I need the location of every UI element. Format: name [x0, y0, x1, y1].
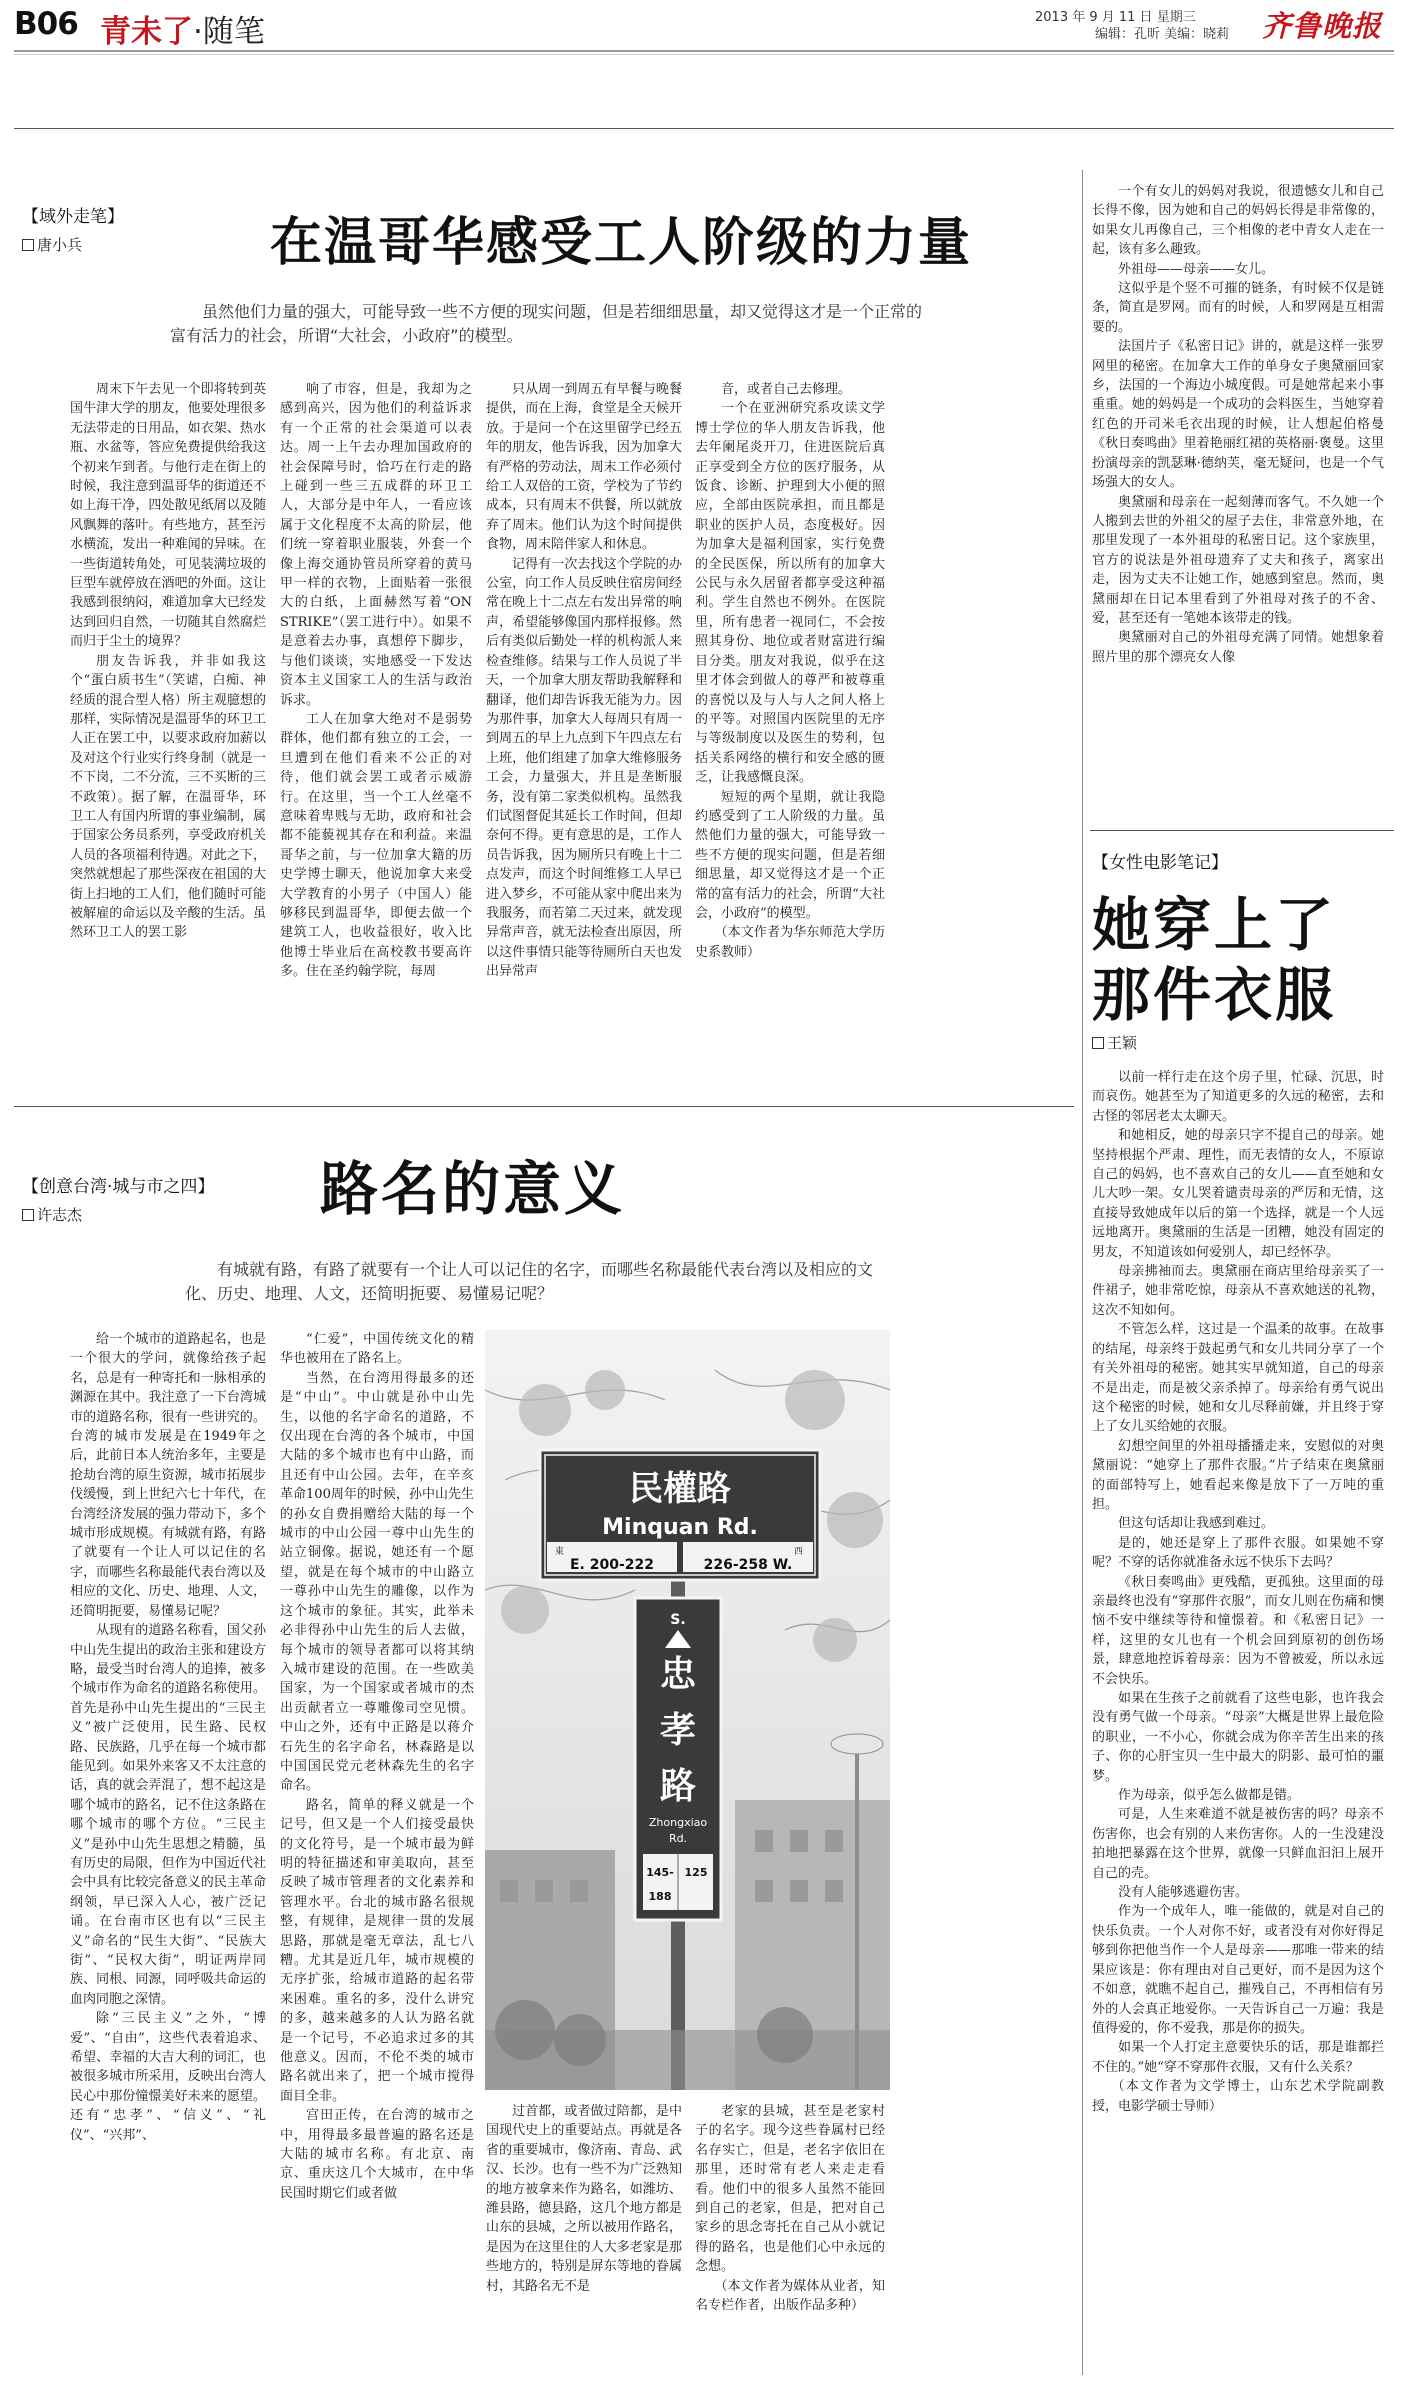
- street-sign-photo: [485, 1330, 890, 2090]
- paragraph: 以前一样行走在这个房子里，忙碌、沉思，时而哀伤。她甚至为了知道更多的久远的秘密，去和古怪的邻居老太太聊天。: [1092, 1070, 1384, 1124]
- paragraph: 短短的两个星期，就让我隐约感受到了工人阶级的力量。虽然他们力量的强大，可能导致一些不方便的现实问题，但是若细细思量，却又觉得这才是一个正常的富有活力的社会，所谓“大社会，小政府”的模型。: [695, 789, 885, 921]
- byline-box-icon: [22, 239, 34, 251]
- sign1-east-number: E. 200-222: [569, 1557, 655, 1573]
- paragraph: 音，或者自己去修理。: [721, 382, 852, 397]
- article1-column-1: [70, 380, 266, 1068]
- byline-box-icon: [1092, 1037, 1104, 1049]
- paragraph: 奥黛丽对自己的外祖母充满了同情。她想象着照片里的那个漂亮女人像: [1092, 630, 1384, 665]
- paragraph: 如果一个人打定主意要快乐的话，那是谁都拦不住的。”她“穿不穿那件衣服，又有什么关系？: [1092, 2040, 1384, 2075]
- paragraph: 法国片子《私密日记》讲的，就是这样一张罗网里的秘密。在加拿大工作的单身女子奥黛丽回家乡，法国的一个海边小城度假。可是她常起来小事重重。她的妈妈是一个成功的会料医生，当她穿着红色的开司米毛衣出现的时候，让人想起伯格曼《秋日奏鸣曲》里着艳丽红裙的英格丽·褒曼。这里扮演母亲的凯瑟琳·德纳芙，毫无疑问，也是一个气场强大的女人。: [1092, 339, 1384, 491]
- article1-author: 唐小兵: [37, 236, 83, 254]
- paragraph: 朋友告诉我，并非如我这个“蛋白质书生”（笑谑，白痴、神经质的混合型人格）所主观臆想的那样，实际情况是温哥华的环卫工人正在罢工中，以要求政府加薪以及对这个行业实行终身制（就是一不下岗，二不分流，三不买断的三不政策）。据了解，在温哥华，环卫工人有国内所谓的事业编制，属于国家公务员系列，享受政府机关人员的各项福利待遇。对此之下，突然就想起了那些深夜在祖国的大街上扫地的工人们，他们随时可能被解雇的命运以及辛酸的生活。虽然环卫工人的罢工影: [70, 653, 266, 941]
- paragraph: 外祖母——母亲——女儿。: [1118, 261, 1275, 277]
- paragraph: 当然，在台湾用得最多的还是“中山”。中山就是孙中山先生，以他的名字命名的道路，不仅出现在台湾的各个城市，中国大陆的多个城市也有中山路，而且还有中山公园。去年，在辛亥革命100周年的时候，孙中山先生的孙女自费捐赠给大陆的每一个城市的中山公园一尊中山先生的站立铜像。据说，她还有一个愿望，就是在每个城市的中山路立一尊孙中山先生的雕像，以作为这个城市的象征。其实，此举未必非得孙中山先生的后人去做，每个城市的领导者都可以将其纳入城市建设的范围。在一些欧美国家，为一个国家或者城市的杰出贡献者立一尊雕像司空见惯。中山之外，还有中正路是以蒋介石先生的名字命名，林森路是以中国国民党元老林森先生的名字命名。: [280, 1370, 474, 1794]
- sign2-char-3: 路: [659, 1766, 697, 1807]
- sidebar-bottom-text: [1092, 1068, 1384, 2368]
- article1-column-2: [280, 380, 472, 1068]
- paragraph: 但这句话却让我感到难过。: [1118, 1516, 1275, 1532]
- article2-author: 许志杰: [37, 1206, 83, 1224]
- masthead-rule-thin: [14, 54, 1394, 55]
- sign1-chinese: 民權路: [629, 1469, 731, 1509]
- masthead-info: [1035, 9, 1229, 43]
- paragraph: 可是，人生来难道不就是被伤害的吗？母亲不伤害你，也会有别的人来伤害你。人的一生没建没拍地把暴露在这个世界，就像一只鲜血汩汩上展开自己的壳。: [1092, 1807, 1384, 1881]
- article3-byline: [1092, 1032, 1137, 1053]
- article2-byline: [22, 1204, 82, 1225]
- paragraph: 响了市容，但是，我却为之感到高兴，因为他们的利益诉求有一个正常的社会渠道可以表达。周一上午去办理加国政府的社会保障号时，恰巧在行走的路上碰到一些三五成群的环卫工人，大部分是中年人，一看应该属于文化程度不太高的阶层，他们统一穿着职业服装，外套一个像上海交通协管员所穿着的黄马甲一样的衣物，上面贴着一张很大的白纸，上面赫然写着“ON STRIKE”（罢工进行中）。如果不是意着去办事，真想停下脚步，与他们谈谈，实地感受一下发达资本主义国家工人的生活与政治诉求。: [280, 382, 472, 708]
- section-title: [100, 6, 265, 51]
- street-sign-photo-art: [485, 1330, 890, 2090]
- sidebar-section-divider: [1090, 830, 1394, 831]
- paragraph: 《秋日奏鸣曲》更残酷，更孤独。这里面的母亲最终也没有“穿那件衣服”，而女儿则在伤痛和懊恼不安中继续等待和憧憬着。和《私密日记》一样，这里的女儿也有一个机会回到原初的创伤场景，肆意地控诉着母亲：因为不曾被爱，所以永远不会快乐。: [1092, 1574, 1384, 1687]
- paragraph: 记得有一次去找这个学院的办公室，向工作人员反映住宿房间经常在晚上十二点左右发出异常的响声，希望能够像国内那样报修。然后有类似后勤处一样的机构派人来检查维修。结果与工作人员说了半天，一个加拿大朋友帮助我解释和翻译，他们却告诉我无能为力。因为那件事，加拿大人每周只有周一到周五的早上九点到下午四点左右上班，他们组建了加拿大维修服务工会，力量强大，并且是垄断服务，没有第二家类似机构。虽然我们试图督促其延长工作时间，但却奈何不得。更有意思的是，工作人员告诉我，因为厕所只有晚上十二点发声，而这个时间维修工人早已进入梦乡，不可能从家中爬出来为我服务，而若第二天过来，就发现异常声音，就无法检查出原因，所以这件事情只能等待厕所白天也发出异常声: [486, 556, 682, 980]
- article2-column-3: [486, 2102, 682, 2372]
- paragraph: 只从周一到周五有早餐与晚餐提供，而在上海，食堂是全天候开放。于是问一个在这里留学已经五年的朋友，他告诉我，因为加拿大有严格的劳动法，周末工作必须付给工人双倍的工资，学校为了节约成本，只有周末不供餐，所以就放弃了周末。他们认为这个时间提供食物，周末陪伴家人和休息。: [486, 382, 682, 553]
- article2-signature: （本文作者为媒体从业者，知名专栏作者，出版作品多种）: [695, 2278, 885, 2314]
- article1-kicker: 【域外走笔】: [22, 207, 124, 227]
- paragraph: 如果在生孩子之前就看了这些电影，也许我会没有勇气做一个母亲。“母亲”大概是世界上最危险的职业，一不小心，你就会成为你辛苦生出来的孩子、你的心肝宝贝一生中最大的阴影、最可怕的噩梦。: [1092, 1691, 1384, 1784]
- article2-column-2: [280, 1330, 474, 2370]
- sign2-number-1: 145-: [646, 1866, 674, 1879]
- sign2-number-2: 125: [684, 1866, 708, 1879]
- paragraph: 从现有的道路名称看，国父孙中山先生提出的政治主张和建设方略，最受当时台湾人的追捧，被多个城市作为命名的道路名称使用。首先是孙中山先生提出的“三民主义”被广泛使用，民生路、民权路、民族路，几乎在每一个城市都能见到。如果外来客又不太注意的话，真的就会弄混了，想不起这是哪个城市的路名，记不住这条路在哪个城市的哪个方位。“三民主义”是孙中山先生思想之精髓，虽有历史的局限，但作为中国近代社会中具有比较完备意义的民主革命纲领，早已深入人心，被广泛记诵。在台南市区也有以“三民主义”命名的“民生大街”、“民族大街”、“民权大街”，明证两岸同族、同根、同源，同呼吸共命运的血肉同胞之深情。: [70, 1623, 266, 2007]
- paragraph: 周末下午去见一个即将转到英国牛津大学的朋友，他要处理很多无法带走的日用品，如衣架、热水瓶、水盆等，答应免费提供给我这个初来乍到者。与他行走在街上的时候，我注意到温哥华的街道还不如上海干净，四处散见纸屑以及随风飘舞的落叶。有些地方，甚至污水横流，发出一种难闻的异味。在一些街道转角处，可见装满垃圾的巨型车就停放在酒吧的外面。这让我感到很纳闷，难道加拿大已经发达到回归自然，一切随其自然腐烂而归于尘土的境界？: [70, 382, 266, 650]
- sign1-east-label: 東: [555, 1547, 565, 1557]
- editor-line: 编辑：孔昕 美编：晓莉: [1095, 27, 1230, 42]
- section-name: 青未了: [100, 14, 193, 50]
- article-divider: [14, 1106, 1074, 1107]
- sidebar-divider: [1082, 170, 1083, 2375]
- sign2-direction: S.: [670, 1612, 686, 1628]
- article3-kicker: 【女性电影笔记】: [1092, 853, 1228, 873]
- paragraph: 一个在亚洲研究系攻读文学博士学位的华人朋友告诉我，他去年阑尾炎开刀，住进医院后真正享受到全方位的医疗服务，从饭食、诊断、护理到大小便的照应，全部由医院承担，而且都是职业的医护人员，态度极好。因为加拿大是福利国家，实行免费的全民医保，所以所有的加拿大公民与永久居留者都享受这种福利。学生自然也不例外。在医院里，所有患者一视同仁，不会按照其身份、地位或者财富进行编目分类。朋友对我说，似乎在这里才体会到做人的尊严和被尊重的喜悦以及与人与人之间人格上的平等。对照国内医院里的无序与等级制度以及医生的势利，包括关系网络的横行和安全感的匮乏，让我感慨良深。: [695, 401, 885, 786]
- paragraph: 工人在加拿大绝对不是弱势群体，他们都有独立的工会，一旦遭到在他们看来不公正的对待，他们就会罢工或者示威游行。在这里，当一个工人丝毫不意味着卑贱与无助，政府和社会都不能藐视其存在和利益。来温哥华之前，与一位加拿大籍的历史学博士聊天，他说加拿大来受大学教育的小男子（中国人）能够移民到温哥华，即便去做一个建筑工人，也收益很好，收入比他博士毕业后在高校教书要高许多。住在圣约翰学院，每周: [280, 711, 472, 980]
- sign2-english-2: Rd.: [668, 1832, 688, 1845]
- paragraph: 幻想空间里的外祖母播播走来，安慰似的对奥黛丽说：“她穿上了那件衣服。”片子结束在奥黛丽的面部特写上，她看起来像是放下了一万吨的重担。: [1092, 1438, 1384, 1512]
- paragraph: 和她相反，她的母亲只字不提自己的母亲。她坚持根据个严肃、理性，而无表情的女人，不原谅自己的妈妈，也不喜欢自己的女儿——直至她和女儿大吵一架。女儿哭着谴责母亲的严厉和无情，这直接导致她成年以后的第一个选择，就是一个人远远地离开。奥黛丽的生活是一团糟，她没有固定的男友，不知道该如何爱别人，却已经怀孕。: [1092, 1128, 1384, 1260]
- sign1-english: Minquan Rd.: [602, 1515, 758, 1540]
- byline-box-icon: [22, 1209, 34, 1221]
- paragraph: 除“三民主义”之外，“博爱”、“自由”，这些代表着追求、希望、幸福的大吉大利的词汇，也被很多城市所采用，反映出台湾人民心中那份憧憬美好未来的愿望。还有“忠孝”、“信义”、“礼仪”、“兴邦”、: [70, 2011, 266, 2143]
- paragraph: 作为一个成年人，唯一能做的，就是对自己的快乐负责。一个人对你不好，或者没有对你好得足够到你把他当作一个人是母亲——那唯一带来的结果应该是：你有理由对自己更好，而不是因为这个不如意，就瞧不起自己，摧残自己，不再相信有另外的人会真正地爱你。一天告诉自己一万遍：我是值得爱的，你不爱我，那是你的损失。: [1092, 1904, 1384, 2036]
- article3-title-line2: 那件衣服: [1092, 961, 1337, 1029]
- newspaper-logo: 齐鲁晚报: [1262, 9, 1383, 43]
- article1-title: 在温哥华感受工人阶级的力量: [270, 212, 973, 273]
- paragraph: 一个有女儿的妈妈对我说，很遗憾女儿和自己长得不像，因为她和自己的妈妈长得是非常像的，如果女儿再像自己，三个相像的老中青女人走在一起，该有多么趣致。: [1092, 184, 1384, 258]
- paragraph: 给一个城市的道路起名，也是一个很大的学问，就像给孩子起名，总是有一种寄托和一脉相承的渊源在其中。我注意了一下台湾城市的道路名称，很有一些讲究的。台湾的城市发展是在1949年之后，此前日本人统治多年，主要是抢劫台湾的原生资源，城市拓展步伐缓慢，到上世纪六七十年代，在台湾经济发展的强力带动下，多个城市形成规模。有城就有路，有路了就要有一个让人可以记住的名字，而哪些名称最能代表台湾以及相应的文化、历史、地理、人文，还简明扼要，易懂易记呢？: [70, 1332, 266, 1619]
- paragraph: 宫田正传，在台湾的城市之中，用得最多最普遍的路名还是大陆的城市名称。有北京、南京、重庆这几个大城市，在中华民国时期它们或者做: [280, 2108, 474, 2201]
- sign1-west-label: 西: [793, 1547, 803, 1557]
- article2-column-1: [70, 1330, 266, 2370]
- article1-signature: （本文作者为华东师范大学历史系教师）: [695, 925, 885, 960]
- sign2-char-1: 忠: [659, 1654, 697, 1695]
- page-code: B06: [14, 6, 78, 42]
- article3-title-line1: 她穿上了: [1092, 891, 1337, 959]
- paragraph: 过首都，或者做过陪都，是中国现代史上的重要站点。再就是各省的重要城市，像济南、青岛、武汉、长沙。也有一些不为广泛熟知的地方被拿来作为路名，如潍坊、潍县路，德县路，这几个地方都是山东的县城，之所以被用作路名，是因为在这里住的人大多老家是那些地方的，特别是屏东等地的眷属村，其路名无不是: [486, 2104, 682, 2294]
- article3-author: 王颖: [1107, 1034, 1138, 1052]
- paragraph: 路名，简单的释义就是一个记号，但又是一个人们接受最快的文化符号，是一个城市最为鲜明的特征描述和审美取向，甚至反映了城市管理者的文化素养和管理水平。台北的城市路名很规整，有规律，是规律一贯的发展思路，那就是毫无章法，乱七八糟。尤其是近几年，城市规模的无序扩张，给城市道路的起名带来困难。重名的多，没什么讲究的多，越来越多的人认为路名就是一个记号，不必追求过多的其他意义。因而，不伦不类的城市路名就出来了，把一个城市搅得面目全非。: [280, 1797, 474, 2104]
- paragraph: 不管怎么样，这过是一个温柔的故事。在故事的结尾，母亲终于鼓起勇气和女儿共同分享了一个有关外祖母的秘密。她其实早就知道，自己的母亲不是出走，而是被父亲杀掉了。母亲给有勇气说出这个秘密的时候，她和女儿尽释前嫌，并且终于穿上了女儿买给她的衣服。: [1092, 1322, 1384, 1435]
- top-divider: [14, 128, 1394, 129]
- article1-column-3: [486, 380, 682, 1068]
- article2-kicker: 【创意台湾·城与市之四】: [22, 1177, 215, 1197]
- paragraph: 母亲拂袖而去。奥黛丽在商店里给母亲买了一件裙子，她非常吃惊，母亲从不喜欢她送的礼物，这次不知如何。: [1092, 1264, 1384, 1318]
- paragraph: 奥黛丽和母亲在一起刻薄而客气。不久她一个人搬到去世的外祖父的屋子去住，非常意外地，在那里发现了一本外祖母的私密日记。这个家族里，官方的说法是外祖母遗弃了丈夫和孩子，离家出走，因为丈夫不让她工作，她感到窒息。然而，奥黛丽却在日记本里看到了外祖母对孩子的不舍、爱，甚至还有一笔她本该带走的钱。: [1092, 494, 1384, 626]
- article1-byline: [22, 234, 82, 255]
- sign2-number-3: 188: [648, 1890, 672, 1903]
- article1-column-4: [695, 380, 885, 1068]
- article3-title: [1092, 890, 1336, 1030]
- masthead-rule: [14, 50, 1394, 52]
- paragraph: “仁爱”，中国传统文化的精华也被用在了路名上。: [280, 1332, 474, 1367]
- date-line: 2013 年 9 月 11 日 星期三: [1035, 10, 1196, 25]
- paragraph: 老家的县城，甚至是老家村子的名字。现今这些眷属村已经名存实亡，但是，老名字依旧在那里，还时常有老人来走走看看。他们中的很多人虽然不能回到自己的老家，但是，把对自己家乡的思念寄托在自己从小就记得的路名，也是他们心中永远的念想。: [695, 2104, 885, 2275]
- sign2-english-1: Zhongxiao: [648, 1816, 708, 1829]
- paragraph: 作为母亲，似乎怎么做都是错。: [1118, 1788, 1301, 1804]
- article2-column-4: [695, 2102, 885, 2372]
- paragraph: 这似乎是个竖不可摧的链条，有时候不仅是链条，简直是罗网。而有的时候，人和罗网是互相需要的。: [1092, 281, 1384, 335]
- paragraph: 是的，她还是穿上了那件衣服。如果她不穿呢？不穿的话你就准备永远不快乐下去吗？: [1092, 1535, 1384, 1571]
- sign1-west-number: 226-258 W.: [703, 1557, 793, 1573]
- article3-signature: （本文作者为文学博士，山东艺术学院副教授，电影学硕士导师）: [1092, 2079, 1384, 2114]
- paragraph: 没有人能够逃避伤害。: [1118, 1885, 1249, 1901]
- subsection-name: ·随笔: [193, 14, 265, 50]
- article2-lede: 有城就有路，有路了就要有一个让人可以记住的名字，而哪些名称最能代表台湾以及相应的文化、历史、地理、人文，还简明扼要、易懂易记呢？: [185, 1260, 874, 1303]
- article2-title: 路名的意义: [320, 1155, 626, 1223]
- sign2-char-2: 孝: [659, 1710, 697, 1751]
- article1-lede: 虽然他们力量的强大，可能导致一些不方便的现实问题，但是若细细思量，却又觉得这才是一个正常的富有活力的社会，所谓“大社会，小政府”的模型。: [170, 302, 923, 345]
- sidebar-top-text: [1092, 182, 1384, 818]
